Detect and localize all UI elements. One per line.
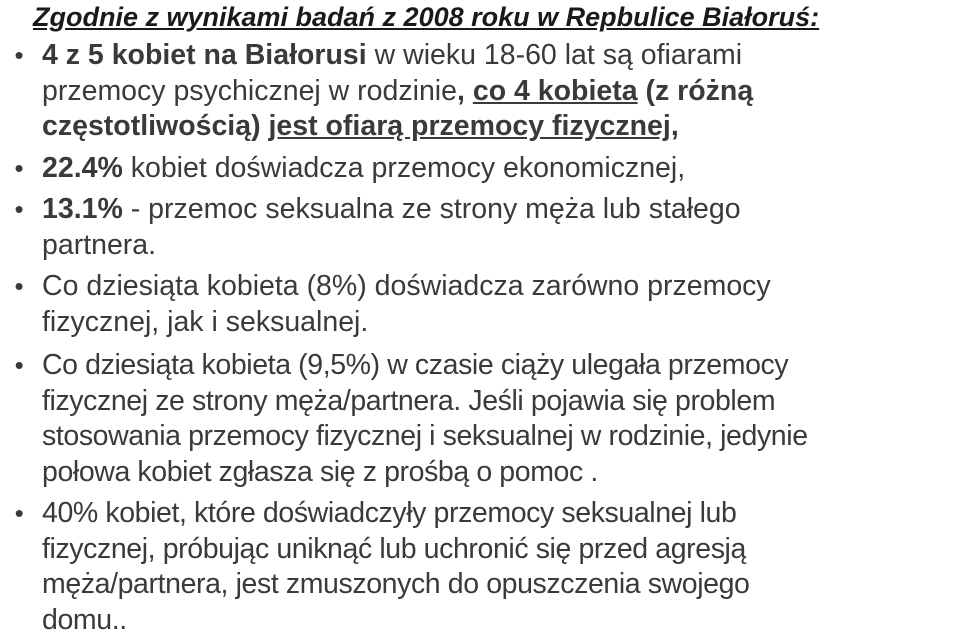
- bullet-text: ,: [457, 74, 473, 107]
- bullet-item: [0, 348, 960, 490]
- bullet-lead: 13.1%: [42, 193, 123, 225]
- bullet-line: połowa kobiet zgłasza się z prośbą o pomoc .: [42, 455, 598, 488]
- bullet-text: - przemoc seksualna ze strony męża lub stałego: [122, 193, 741, 225]
- bullet-icon: •: [14, 271, 24, 301]
- bullet-line: [42, 74, 960, 110]
- bullet-line: fizycznej, jak i seksualnej.: [42, 305, 369, 338]
- bullet-line: domu..: [42, 603, 127, 636]
- bullet-text: [261, 110, 269, 142]
- bullet-line: męża/partnera, jest zmuszonych do opuszczenia swojego: [42, 568, 750, 600]
- bullet-line: stosowania przemocy fizycznej i seksualnej w rodzinie, jedynie: [42, 420, 808, 452]
- bullet-lead: 4 z 5 kobiet na Białorusi: [42, 39, 367, 71]
- bullet-line: [42, 109, 960, 145]
- bullet-emphasis: (z różną: [637, 74, 754, 107]
- bullet-icon: •: [14, 152, 24, 183]
- bullet-list: [0, 38, 960, 641]
- bullet-text: ,: [670, 110, 679, 142]
- bullet-item: [0, 192, 960, 263]
- bullet-lead: 22.4%: [42, 151, 123, 184]
- bullet-emphasis: jest ofiarą przemocy fizycznej: [268, 110, 671, 142]
- bullet-icon: •: [14, 350, 24, 380]
- bullet-icon: •: [14, 40, 24, 70]
- bullet-emphasis: częstotliwością): [42, 110, 261, 142]
- bullet-item: [0, 496, 960, 638]
- bullet-text: kobiet doświadcza przemocy ekonomicznej,: [122, 151, 686, 184]
- bullet-item: [0, 269, 960, 340]
- bullet-item: [0, 38, 960, 145]
- bullet-text: w wieku 18-60 lat są ofiarami: [366, 39, 743, 71]
- bullet-line: 40% kobiet, które doświadczyły przemocy seksualnej lub: [42, 497, 737, 529]
- bullet-line: [42, 38, 960, 74]
- bullet-emphasis: co 4 kobieta: [472, 74, 638, 107]
- bullet-line: fizycznej, próbując uniknąć lub uchronić się przed agresją: [42, 532, 746, 565]
- bullet-item: [0, 151, 960, 187]
- bullet-line: Co dziesiąta kobieta (9,5%) w czasie ciąży ulegała przemocy: [42, 349, 789, 381]
- slide-heading: Zgodnie z wynikami badań z 2008 roku w Repbulice Białoruś:: [33, 2, 820, 32]
- bullet-line: partnera.: [42, 228, 157, 261]
- bullet-line: [42, 192, 960, 228]
- bullet-icon: •: [14, 194, 24, 224]
- bullet-icon: •: [14, 498, 24, 528]
- bullet-line: fizycznej ze strony męża/partnera. Jeśli pojawia się problem: [42, 384, 776, 417]
- bullet-text: przemocy psychicznej w rodzinie: [42, 74, 457, 107]
- bullet-line: [42, 151, 960, 187]
- bullet-line: Co dziesiąta kobieta (8%) doświadcza zarówno przemocy: [42, 270, 771, 302]
